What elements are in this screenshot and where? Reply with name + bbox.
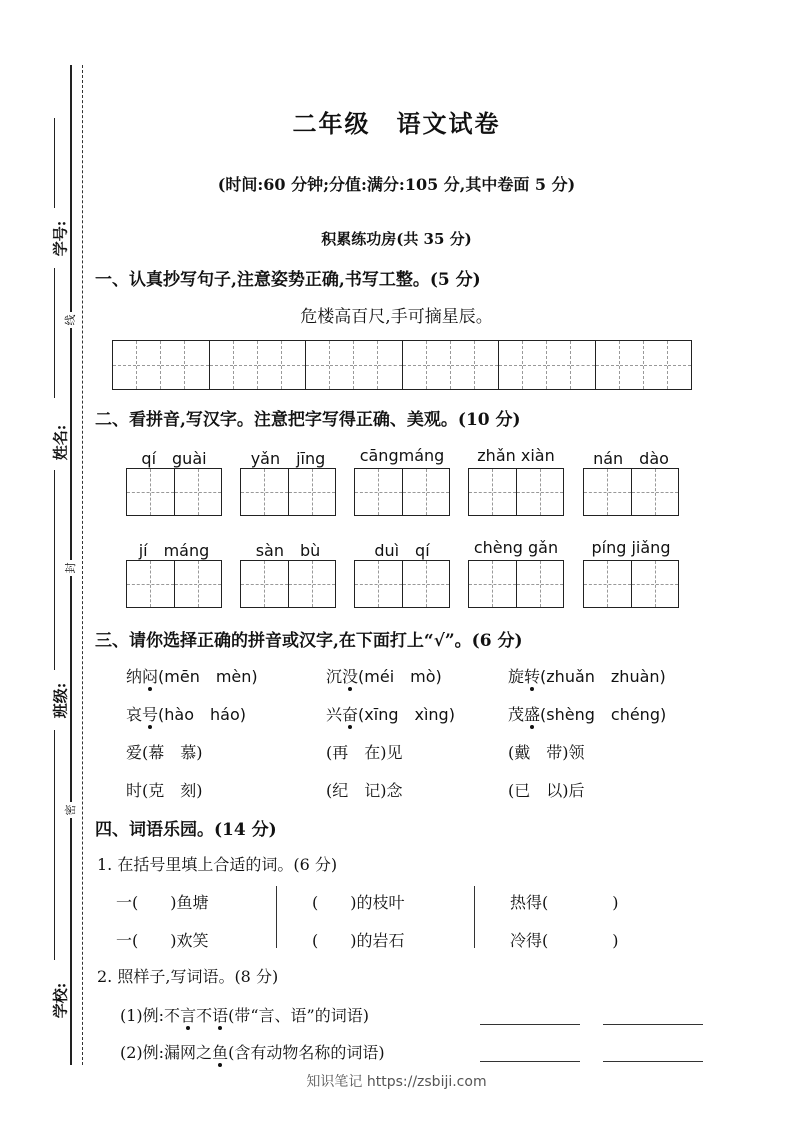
sub-question-1: 1. 在括号里填上合适的词。(6 分) [97,855,338,874]
writing-box[interactable] [126,468,222,516]
footer-watermark: 知识笔记 https://zsbiji.com [306,1074,487,1090]
writing-box[interactable] [354,468,450,516]
name-label: 姓名: [51,424,70,461]
seal-mark-line: 线 [62,312,78,328]
fill-blank[interactable]: 热得( ) [510,893,619,912]
question-4-title: 四、词语乐园。(14 分) [95,820,277,840]
pinyin-item: jí máng [126,538,222,608]
pinyin-item: nán dào [583,446,679,516]
question-2-title: 二、看拼音,写汉字。注意把字写得正确、美观。(10 分) [95,410,521,430]
answer-line[interactable] [603,1061,703,1062]
choice-item[interactable]: 茂盛(shèng chéng) [508,705,667,724]
copy-sentence: 危楼高百尺,手可摘星辰。 [300,307,493,327]
sub-question-2: 2. 照样子,写词语。(8 分) [97,967,279,986]
answer-line[interactable] [480,1061,580,1062]
section-title: 积累练功房(共 35 分) [321,230,472,248]
choice-item[interactable]: 爱(幕 慕) [126,743,203,762]
answer-line[interactable] [480,1024,580,1025]
class-underline [54,730,55,960]
pinyin-item: cāngmáng [354,446,450,516]
pinyin-item: chèng gǎn [468,538,564,608]
exam-info: (时间:60 分钟;分值:满分:105 分,其中卷面 5 分) [217,175,576,194]
column-divider [474,886,475,948]
writing-box[interactable] [240,468,336,516]
binding-margin [0,0,95,1122]
choice-item[interactable]: 纳闷(mēn mèn) [126,667,258,686]
writing-box[interactable] [468,560,564,608]
pinyin-item: duì qí [354,538,450,608]
binding-line-dashed [82,65,83,1065]
school-label: 学校: [51,982,70,1019]
fill-blank[interactable]: ( )的岩石 [312,931,405,950]
writing-box[interactable] [240,560,336,608]
writing-box[interactable] [126,560,222,608]
choice-item[interactable]: (纪 记)念 [326,781,403,800]
choice-item[interactable]: 哀号(hào háo) [126,705,246,724]
page-title: 二年级 语文试卷 [292,109,501,138]
pinyin-item: sàn bù [240,538,336,608]
pinyin-item: yǎn jīng [240,446,336,516]
choice-item[interactable]: (戴 带)领 [508,743,585,762]
copy-writing-grid[interactable] [112,340,692,390]
pinyin-item: píng jiǎng [583,538,679,608]
choice-item[interactable]: 旋转(zhuǎn zhuàn) [508,667,666,686]
student-no-label: 学号: [51,220,70,257]
writing-box[interactable] [583,468,679,516]
example-2: (2)例:漏网之鱼(含有动物名称的词语) [120,1043,385,1062]
name-underline [54,470,55,670]
example-1: (1)例:不言不语(带“言、语”的词语) [120,1006,369,1025]
writing-box[interactable] [583,560,679,608]
choice-item[interactable]: 兴奋(xīng xìng) [326,705,455,724]
fill-blank[interactable]: ( )的枝叶 [312,893,405,912]
choice-item[interactable]: (已 以)后 [508,781,585,800]
fill-blank[interactable]: 冷得( ) [510,931,619,950]
column-divider [276,886,277,948]
choice-item[interactable]: 时(克 刻) [126,781,203,800]
choice-item[interactable]: (再 在)见 [326,743,403,762]
class-label: 班级: [51,682,70,719]
fill-blank[interactable]: 一( )鱼塘 [116,893,209,912]
seal-mark-seal: 封 [62,560,78,576]
question-1-title: 一、认真抄写句子,注意姿势正确,书写工整。(5 分) [95,270,481,290]
fill-blank[interactable]: 一( )欢笑 [116,931,209,950]
answer-line[interactable] [603,1024,703,1025]
pinyin-item: qí guài [126,446,222,516]
seal-mark-secret: 密 [62,802,78,818]
pinyin-item: zhǎn xiàn [468,446,564,516]
writing-box[interactable] [468,468,564,516]
writing-box[interactable] [354,560,450,608]
student-no-underline-2 [54,268,55,398]
question-3-title: 三、请你选择正确的拼音或汉字,在下面打上“√”。(6 分) [95,631,523,651]
choice-item[interactable]: 沉没(méi mò) [326,667,442,686]
